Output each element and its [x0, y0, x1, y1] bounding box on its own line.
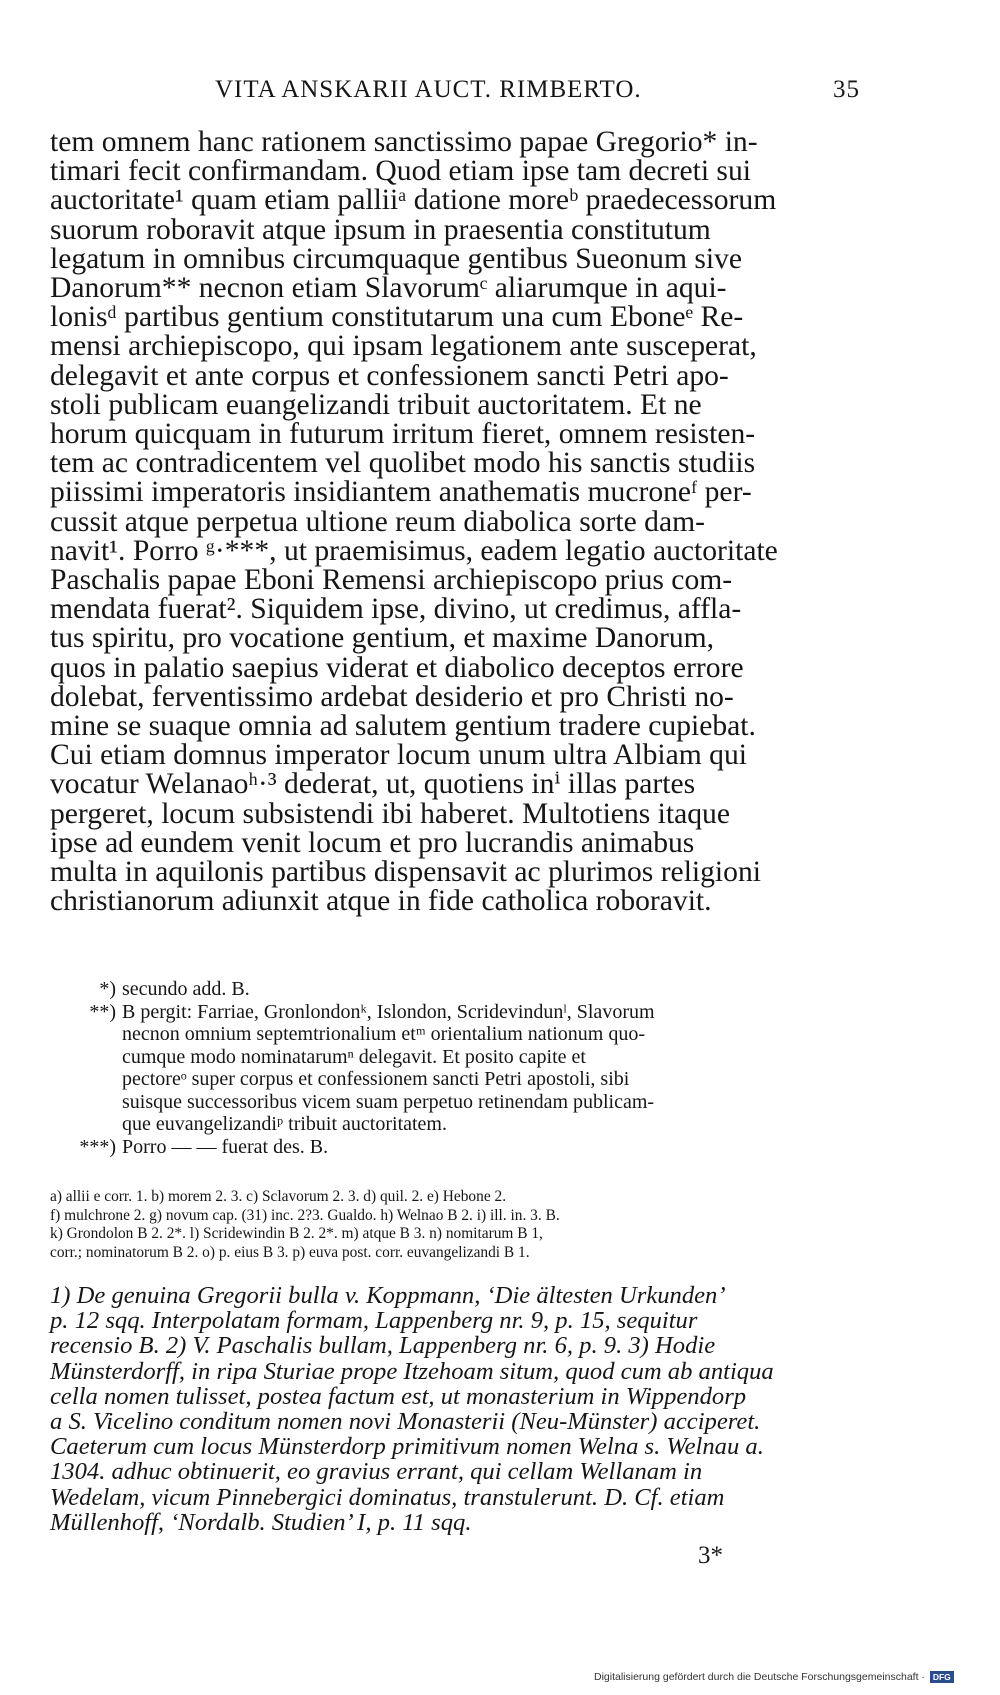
commentary-line: 1) De genuina Gregorii bulla v. Koppmann, ‘Die ältesten Urkunden’ — [50, 1282, 726, 1309]
variant-readings — [50, 1188, 860, 1262]
note-marker: **) — [89, 1000, 116, 1023]
note-marker: ***) — [79, 1135, 116, 1158]
note-line: necnon omnium septemtrionalium etᵐ orientalium nationum quo- — [122, 1023, 646, 1045]
main-text-line: mendata fuerat². Siquidem ipse, divino, ut credimus, affla- — [50, 593, 742, 626]
main-text-line: Cui etiam domnus imperator locum unum ultra Albiam qui — [50, 739, 747, 772]
main-text-line: ipse ad eundem venit locum et pro lucrandis animabus — [50, 826, 695, 859]
main-text-line: quos in palatio saepius viderat et diabolico deceptos errore — [50, 651, 744, 684]
main-text-line: Paschalis papae Eboni Remensi archiepiscopo prius com- — [50, 564, 733, 597]
main-text-line: dolebat, ferventissimo ardebat desiderio et pro Christi no- — [50, 680, 734, 713]
variant-line: k) Grondolon B 2. 2*. l) Scridewindin B 2. 2*. m) atque B 3. n) nomitarum B 1, — [50, 1225, 543, 1242]
main-text-line: delegavit et ante corpus et confessionem sancti Petri apo- — [50, 359, 729, 392]
commentary-line: a S. Vicelino conditum nomen novi Monasterii (Neu-Münster) acciperet. — [50, 1408, 761, 1436]
page-number: 35 — [833, 76, 860, 103]
main-text — [50, 128, 860, 916]
note-line: suisque successoribus vicem suam perpetuo retinendam publicam- — [122, 1090, 655, 1113]
main-text-line: tem omnem hanc rationem sanctissimo papae Gregorio* in- — [50, 126, 758, 158]
commentary-notes — [50, 1283, 860, 1535]
main-text-line: navit¹. Porro ᵍ·***, ut praemisimus, eadem legatio auctoritate — [50, 534, 778, 567]
main-text-line: mine se suaque omnia ad salutem gentium tradere cupiebat. — [50, 710, 756, 743]
main-text-line: pergeret, locum subsistendi ibi haberet. Multotiens itaque — [50, 797, 730, 830]
commentary-line: cella nomen tulisset, postea factum est, ut monasterium in Wippendorp — [50, 1382, 747, 1410]
main-text-line: tus spiritu, pro vocatione gentium, et maxime Danorum, — [50, 622, 715, 655]
variant-line: f) mulchrone 2. g) novum cap. (31) inc. 2?3. Gualdo. h) Welnao B 2. i) ill. in. 3. B. — [50, 1206, 560, 1224]
commentary-line: p. 12 sqq. Interpolatam formam, Lappenberg nr. 9, p. 15, sequitur — [50, 1307, 698, 1335]
note-line: Porro — — fuerat des. B. — [122, 1135, 329, 1158]
main-text-line: vocatur Welanaoʰ·³ dederat, ut, quotiens inⁱ illas partes — [50, 768, 696, 801]
main-text-line: stoli publicam euangelizandi tribuit auctoritatem. Et ne — [50, 388, 702, 421]
main-text-line: lonisᵈ partibus gentium constitutarum una cum Eboneᵉ Re- — [50, 301, 744, 334]
commentary-line: Caeterum cum locus Münsterdorp primitivum nomen Welna s. Welnau a. — [50, 1433, 764, 1461]
variant-line: a) allii e corr. 1. b) morem 2. 3. c) Sclavorum 2. 3. d) quil. 2. e) Hebone 2. — [50, 1188, 507, 1205]
edition-note — [50, 1136, 860, 1159]
note-marker: *) — [99, 978, 116, 1000]
commentary-line: Müllenhoff, ‘Nordalb. Studien’ I, p. 11 sqq. — [50, 1508, 472, 1536]
commentary-line: recensio B. 2) V. Paschalis bullam, Lappenberg nr. 6, p. 9. 3) Hodie — [50, 1332, 716, 1360]
signature-mark: 3* — [698, 1542, 723, 1569]
main-text-line: timari fecit confirmandam. Quod etiam ipse tam decreti sui — [50, 155, 751, 188]
commentary-line: 1304. adhuc obtinuerit, eo gravius errant, qui cellam Wellanam in — [50, 1458, 703, 1486]
main-text-line: auctoritate¹ quam etiam palliiᵃ datione moreᵇ praedecessorum — [50, 184, 777, 217]
edition-note — [50, 1001, 860, 1136]
main-text-line: piissimi imperatoris insidiantem anathematis mucroneᶠ per- — [50, 476, 752, 509]
main-text-line: horum quicquam in futurum irritum fieret, omnem resisten- — [50, 418, 756, 451]
main-text-line: christianorum adiunxit atque in fide catholica roboravit. — [50, 885, 712, 918]
edition-notes — [50, 978, 860, 1158]
main-text-line: cussit atque perpetua ultione reum diabolica sorte dam- — [50, 505, 705, 538]
main-text-line: mensi archiepiscopo, qui ipsam legationem ante susceperat, — [50, 330, 757, 363]
note-line: que euvangelizandiᵖ tribuit auctoritatem. — [122, 1113, 447, 1135]
commentary-line: Münsterdorff, in ripa Sturiae prope Itzehoam situm, quod cum ab antiqua — [50, 1357, 774, 1385]
commentary-line: Wedelam, vicum Pinnebergici dominatus, transtulerunt. D. Cf. etiam — [50, 1483, 725, 1511]
main-text-line: tem ac contradicentem vel quolibet modo his sanctis studiis — [50, 447, 756, 480]
edition-note — [50, 978, 860, 1001]
note-line: pectoreᵒ super corpus et confessionem sancti Petri apostoli, sibi — [122, 1068, 630, 1090]
page-header — [50, 72, 860, 112]
digitization-note: Digitalisierung gefördert durch die Deutsche Forschungsgemeinschaft · — [594, 1671, 925, 1683]
main-text-line: multa in aquilonis partibus dispensavit ac plurimos religioni — [50, 856, 761, 889]
main-text-line: legatum in omnibus circumquaque gentibus Sueonum sive — [50, 242, 743, 275]
dfg-logo: DFG — [930, 1671, 954, 1683]
note-line: secundo add. B. — [122, 978, 250, 1000]
note-line: cumque modo nominatarumⁿ delegavit. Et posito capite et — [122, 1045, 586, 1068]
main-text-line: Danorum** necnon etiam Slavorumᶜ aliarumque in aqui- — [50, 272, 727, 305]
variant-line: corr.; nominatorum B 2. o) p. eius B 3. p) euva post. corr. euvangelizandi B 1. — [50, 1243, 530, 1261]
digitization-footer — [594, 1671, 954, 1683]
note-line: B pergit: Farriae, Gronlondonᵏ, Islondon, Scridevindunˡ, Slavorum — [122, 1000, 655, 1023]
main-text-line: suorum roboravit atque ipsum in praesentia constitutum — [50, 213, 711, 246]
running-title: VITA ANSKARII AUCT. RIMBERTO. — [215, 76, 642, 103]
